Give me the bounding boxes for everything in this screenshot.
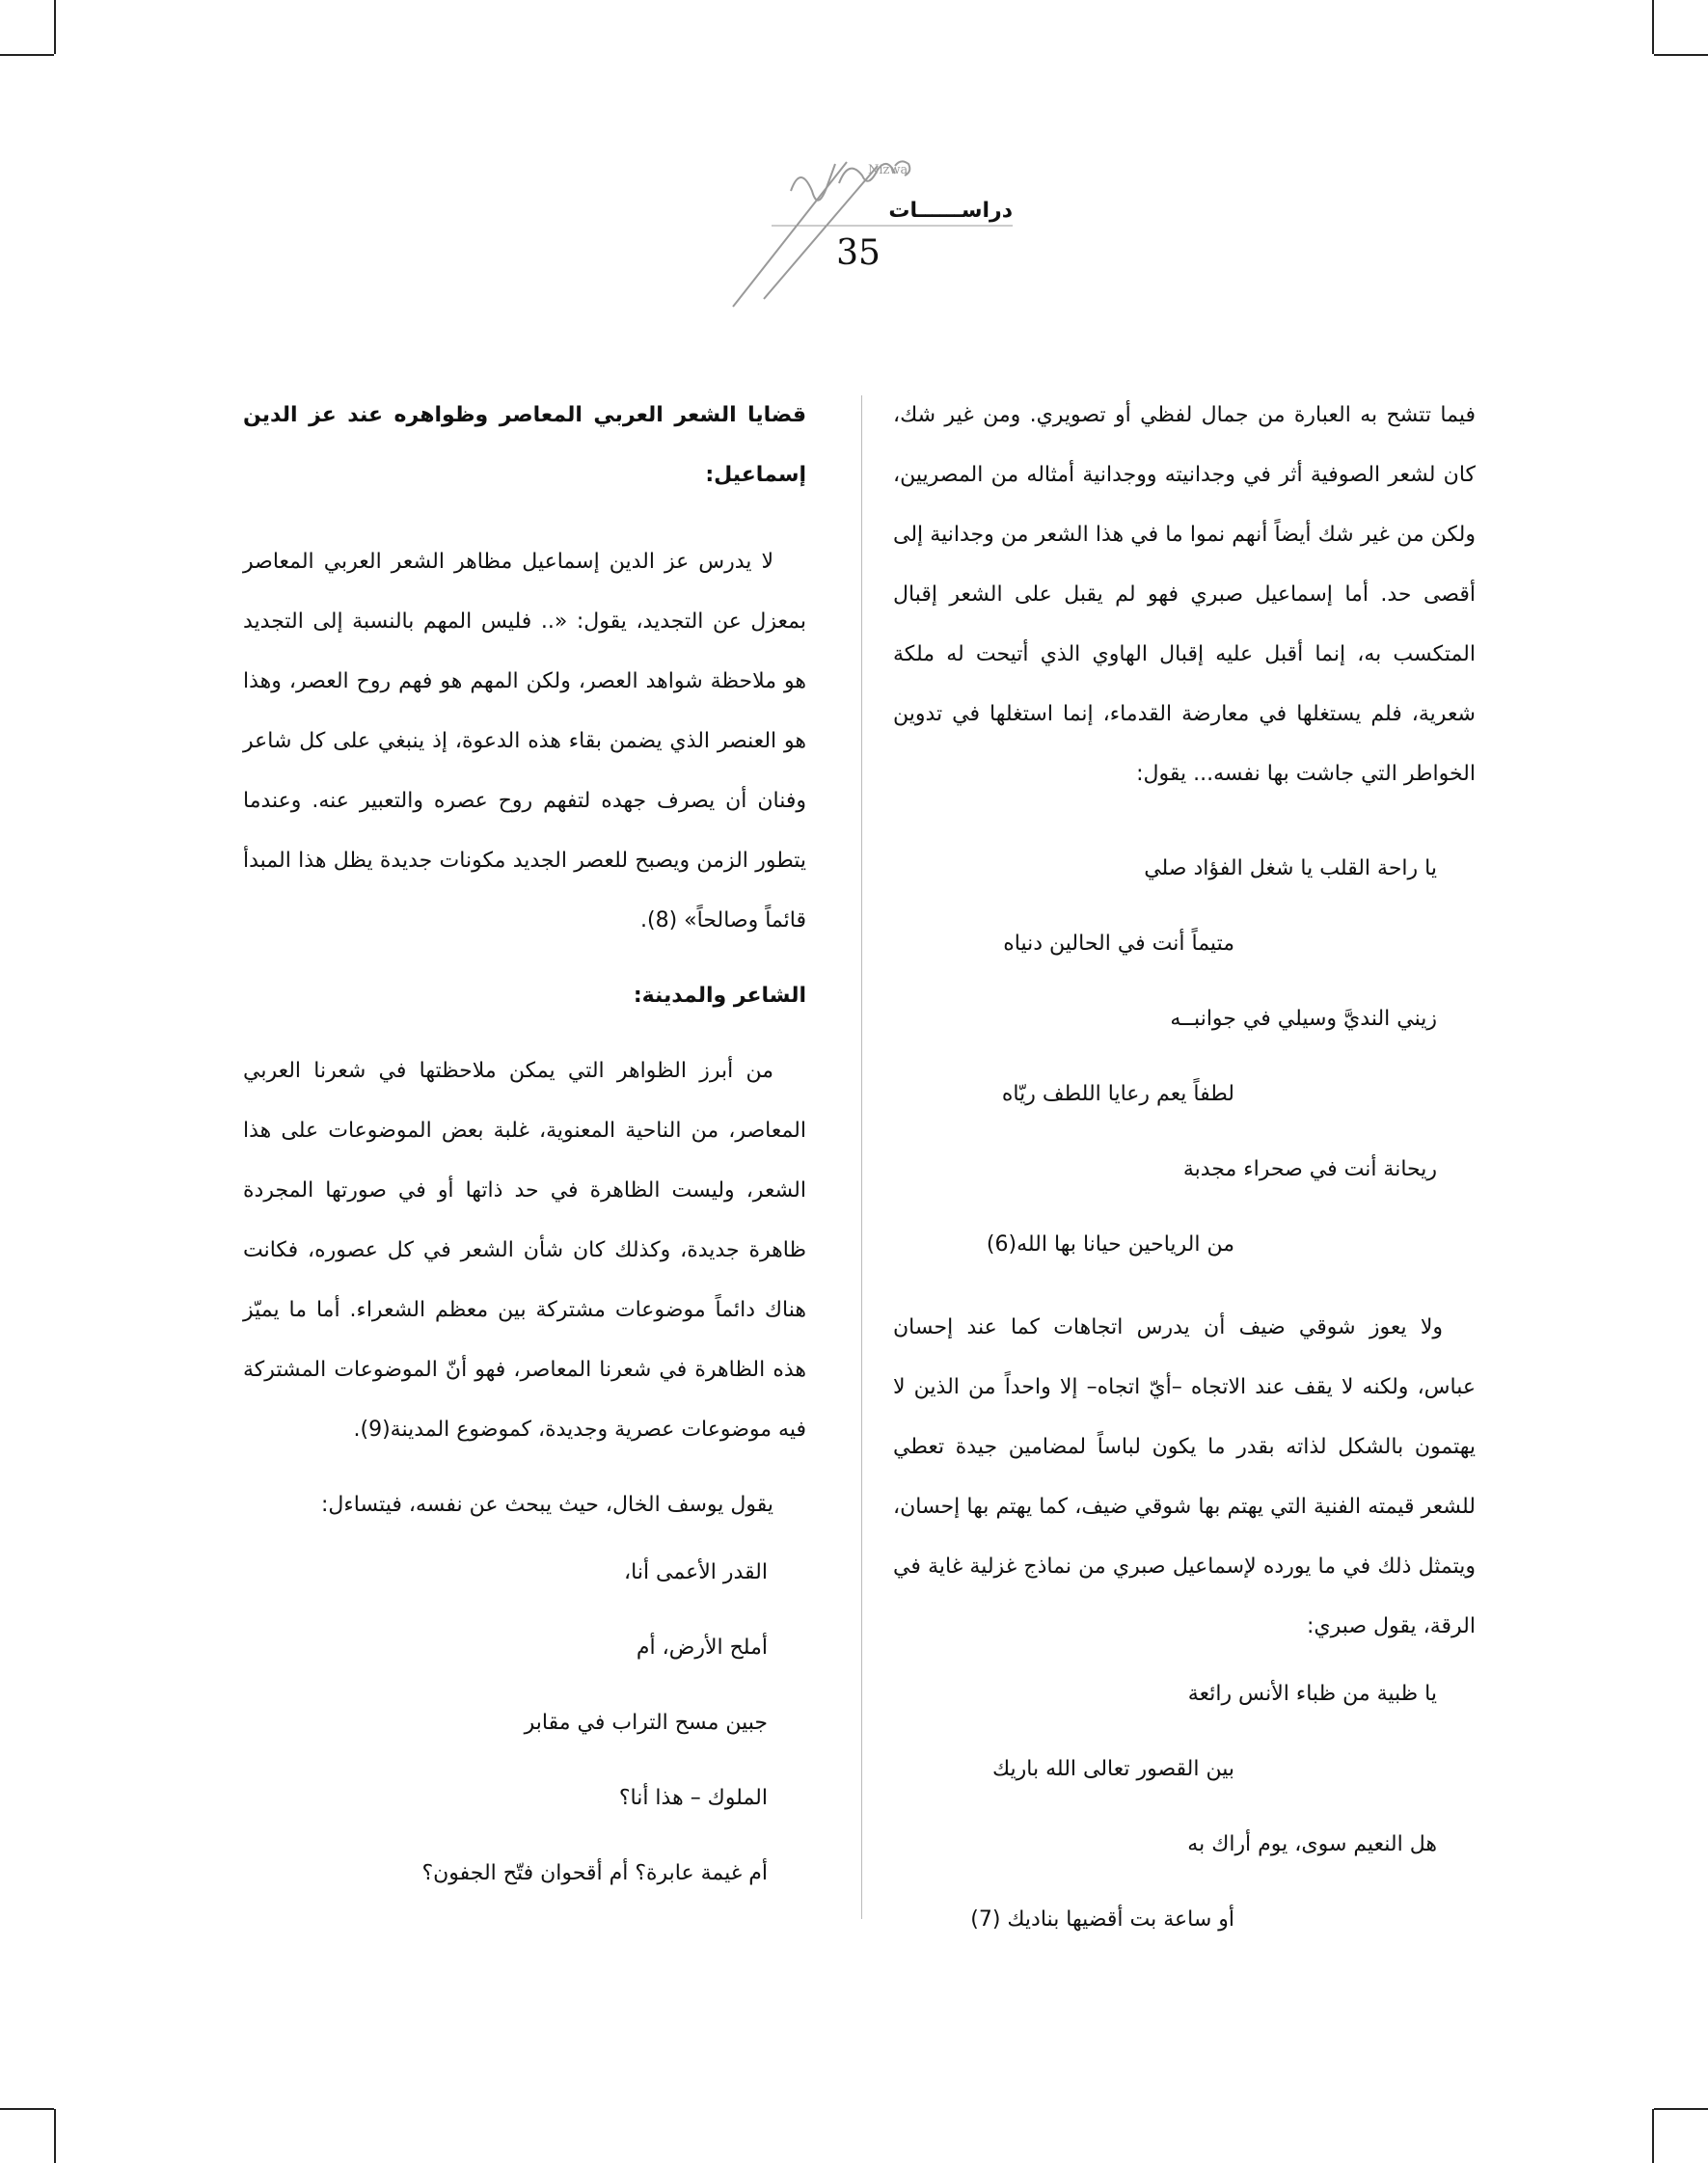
crop-mark	[1654, 54, 1708, 56]
poem	[893, 1657, 1476, 1958]
poem-line: بين القصور تعالى الله باريك	[992, 1757, 1234, 1781]
poem-line: يا ظبية من ظباء الأنس رائعة	[1187, 1682, 1437, 1706]
page-number: 35	[836, 233, 881, 273]
poem-line: لطفاً يعم رعايا اللطف ريّاه	[1001, 1082, 1234, 1106]
crop-mark	[0, 54, 54, 56]
crop-mark	[1652, 2109, 1654, 2163]
section-heading: قضايا الشعر العربي المعاصر وظواهره عند عز الدين إسماعيل:	[243, 403, 806, 487]
poem-line: من الرياحين حيانا بها الله(6)	[986, 1232, 1234, 1257]
poem-line: أو ساعة بت أقضيها بناديك (7)	[970, 1907, 1234, 1932]
poem-line: متيماً أنت في الحالين دنياه	[1003, 932, 1234, 956]
crop-mark	[54, 2109, 56, 2163]
poem-line: زيني النديَّ وسيلي في جوانبــه	[1170, 1007, 1437, 1031]
crop-mark	[0, 2108, 54, 2110]
section-label: دراســــــات	[888, 199, 1013, 223]
crop-mark	[1654, 2108, 1708, 2110]
poem	[243, 1535, 806, 1911]
poem	[893, 831, 1476, 1283]
right-column	[893, 386, 1476, 1958]
paragraph: من أبرز الظواهر التي يمكن ملاحظتها في شعرنا العربي المعاصر، من الناحية المعنوية، غلبة بعض الموضوعات على هذا الشعر، وليست الظاهرة في حد ذاتها أو في صورتها المجردة ظاهرة جديدة، وكذلك كان شأن الشعر في كل عصوره، فكانت هناك دائماً موضوعات مشتركة بين معظم الشعراء. أما ما يميّز هذه الظاهرة في شعرنا المعاصر، فهو أنّ الموضوعات المشتركة فيه موضوعات عصرية وجديدة، كموضوع المدينة(9).	[243, 1059, 806, 1442]
poem-line: أملح الأرض، أم	[636, 1636, 768, 1660]
left-column	[243, 386, 806, 1911]
poem-line: هل النعيم سوى، يوم أراك به	[1187, 1832, 1437, 1856]
column-divider	[861, 395, 862, 1919]
crop-mark	[54, 0, 56, 54]
section-heading: الشاعر والمدينة:	[633, 984, 806, 1008]
paragraph: يقول يوسف الخال، حيث يبحث عن نفسه، فيتساءل:	[321, 1493, 773, 1517]
logo-text: Nizwa	[868, 163, 908, 177]
poem-line: الملوك – هذا أنا؟	[618, 1786, 768, 1810]
paragraph: فيما تتشح به العبارة من جمال لفظي أو تصويري. ومن غير شك، كان لشعر الصوفية أثر في وجدانيته ووجدانية أمثاله من المصريين، ولكن من غير شك أيضاً أنهم نموا ما في هذا الشعر من وجدانية إلى أقصى حد. أما إسماعيل صبري فهو لم يقبل على الشعر إقبال المتكسب به، إنما أقبل عليه إقبال الهاوي الذي أتيحت له ملكة شعرية، فلم يستغلها في معارضة القدماء، إنما استغلها في تدوين الخواطر التي جاشت بها نفسه... يقول:	[893, 403, 1476, 786]
poem-line: يا راحة القلب يا شغل الفؤاد صلي	[1144, 856, 1437, 880]
crop-mark	[1652, 0, 1654, 54]
paragraph: لا يدرس عز الدين إسماعيل مظاهر الشعر العربي المعاصر بمعزل عن التجديد، يقول: «.. فليس المهم بالنسبة إلى التجديد هو ملاحظة شواهد العصر، ولكن المهم هو فهم روح العصر، وهذا هو العنصر الذي يضمن بقاء هذه الدعوة، إذ ينبغي على كل شاعر وفنان أن يصرف جهده لتفهم روح عصره والتعبير عنه. وعندما يتطور الزمن ويصبح للعصر الجديد مكونات جديدة يظل هذا المبدأ قائماً وصالحاً» (8).	[243, 550, 806, 933]
poem-line: جبين مسح التراب في مقابر	[524, 1711, 768, 1735]
poem-line: القدر الأعمى أنا،	[624, 1560, 768, 1584]
poem-line: أم غيمة عابرة؟ أم أقحوان فتّح الجفون؟	[421, 1861, 768, 1885]
poem-line: ريحانة أنت في صحراء مجدبة	[1182, 1157, 1437, 1181]
paragraph: ولا يعوز شوقي ضيف أن يدرس اتجاهات كما عند إحسان عباس، ولكنه لا يقف عند الاتجاه –أيّ اتجاه– إلا واحداً من الذين لا يهتمون بالشكل لذاته بقدر ما يكون لباساً لمضامين جيدة تعطي للشعر قيمته الفنية التي يهتم بها شوقي ضيف، كما يهتم بها إحسان، ويتمثل ذلك في ما يورده لإسماعيل صبري من نماذج غزلية غاية في الرقة، يقول صبري:	[893, 1315, 1476, 1638]
page-header	[675, 145, 1061, 328]
